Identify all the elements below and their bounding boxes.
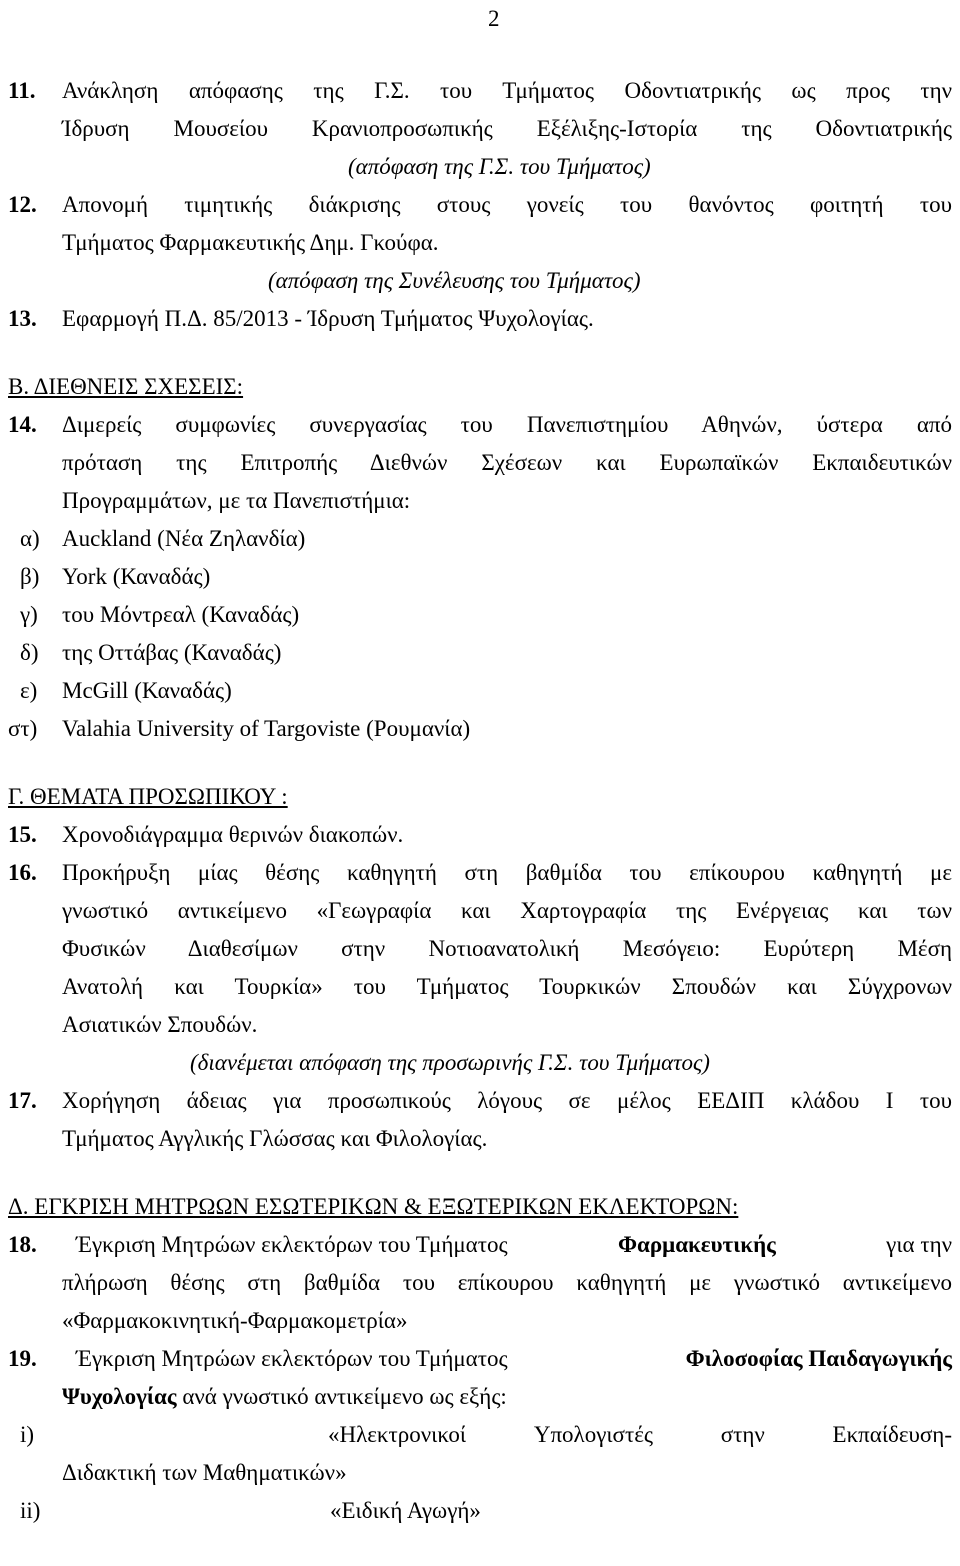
item-text: Εφαρμογή Π.Δ. 85/2013 - Ίδρυση Τμήματος Ψυχολογίας. <box>62 306 594 331</box>
item-14-line2 <box>0 444 960 482</box>
item-text-line <box>62 1378 952 1416</box>
list-label: δ) <box>20 640 39 665</box>
list-text: McGill (Καναδάς) <box>62 678 232 703</box>
item-13 <box>0 300 960 338</box>
item-12-line2 <box>0 224 960 262</box>
item-text: Ασιατικών Σπουδών. <box>62 1012 258 1037</box>
item-16-line2 <box>0 892 960 930</box>
item-text: Χρονοδιάγραμμα θερινών διακοπών. <box>62 822 404 847</box>
item-16-line4 <box>0 968 960 1006</box>
item-16-line3 <box>0 930 960 968</box>
list-label: γ) <box>20 602 38 627</box>
item-18-line2 <box>0 1264 960 1302</box>
item-14-line3 <box>0 482 960 520</box>
section-heading: Γ. ΘΕΜΑΤΑ ΠΡΟΣΩΠΙΚΟΥ : <box>8 784 288 809</box>
sub-item-word: Εκπαίδευση- <box>832 1422 952 1447</box>
item-11-note-row <box>0 148 960 186</box>
list-text: York (Καναδάς) <box>62 564 211 589</box>
agenda-document <box>0 72 960 1530</box>
item-text: πρόταση της Επιτροπής Διεθνών Σχέσεων και Ευρωπαϊκών Εκπαιδευτικών <box>62 450 952 475</box>
item-text: Ανατολή και Τουρκία» του Τμήματος Τουρκικών Σπουδών και Σύγχρονων <box>62 974 952 999</box>
item-18-line3 <box>0 1302 960 1340</box>
item-text: για την <box>886 1232 952 1257</box>
department-name: Φαρμακευτικής <box>617 1232 776 1257</box>
list-text: της Οττάβας (Καναδάς) <box>62 640 282 665</box>
item-number: 17. <box>8 1088 37 1113</box>
item-text: Τμήματος Αγγλικής Γλώσσας και Φιλολογίας. <box>62 1126 488 1151</box>
list-text: Auckland (Νέα Ζηλανδία) <box>62 526 306 551</box>
page-number: 2 <box>488 6 500 31</box>
item-text: Προγραμμάτων, με τα Πανεπιστήμια: <box>62 488 411 513</box>
sub-item-label: ii) <box>20 1498 41 1523</box>
sub-item <box>0 1416 960 1454</box>
item-11 <box>0 72 960 110</box>
item-text: ανά γνωστικό αντικείμενο ως εξής: <box>182 1384 507 1409</box>
item-14 <box>0 406 960 444</box>
sub-item-line2 <box>0 1454 960 1492</box>
item-text: «Φαρμακοκινητική-Φαρμακομετρία» <box>62 1308 408 1333</box>
item-16-note-row <box>0 1044 960 1082</box>
item-17-line2 <box>0 1120 960 1158</box>
item-18 <box>0 1226 960 1264</box>
list-item <box>0 672 960 710</box>
item-12-note-row <box>0 262 960 300</box>
list-item <box>0 710 960 748</box>
list-text: του Μόντρεαλ (Καναδάς) <box>62 602 300 627</box>
list-label: στ) <box>8 716 38 741</box>
sub-item-text <box>328 1416 952 1454</box>
item-text: Διμερείς συμφωνίες συνεργασίας του Πανεπιστημίου Αθηνών, ύστερα από <box>62 412 952 437</box>
list-label: β) <box>20 564 40 589</box>
spacer <box>0 748 960 778</box>
item-number: 19. <box>8 1346 37 1371</box>
list-item <box>0 558 960 596</box>
list-text: Valahia University of Targoviste (Ρουμανία) <box>62 716 471 741</box>
item-number: 12. <box>8 192 37 217</box>
item-text: Τμήματος Φαρμακευτικής Δημ. Γκούφα. <box>62 230 439 255</box>
spacer <box>0 1158 960 1188</box>
item-number: 13. <box>8 306 37 331</box>
sub-item <box>0 1492 960 1530</box>
item-16 <box>0 854 960 892</box>
item-text: Έγκριση Μητρώων εκλεκτόρων του Τμήματος <box>76 1346 508 1371</box>
item-19-line2 <box>0 1378 960 1416</box>
decision-note: (απόφαση της Συνέλευσης του Τμήματος) <box>268 268 641 293</box>
item-text-line <box>76 1340 952 1378</box>
item-text: γνωστικό αντικείμενο «Γεωγραφία και Χαρτογραφία της Ενέργειας και των <box>62 898 952 923</box>
sub-item-text: Διδακτική των Μαθηματικών» <box>62 1460 347 1485</box>
item-19 <box>0 1340 960 1378</box>
section-d-row <box>0 1188 960 1226</box>
item-text: πλήρωση θέσης στη βαθμίδα του επίκουρου καθηγητή με γνωστικό αντικείμενο <box>62 1270 952 1295</box>
item-text: Φυσικών Διαθεσίμων στην Νοτιοανατολική Μεσόγειο: Ευρύτερη Μέση <box>62 936 952 961</box>
item-text-line <box>76 1226 952 1264</box>
section-b-row <box>0 368 960 406</box>
section-g-row <box>0 778 960 816</box>
decision-note: (απόφαση της Γ.Σ. του Τμήματος) <box>348 154 651 179</box>
item-number: 15. <box>8 822 37 847</box>
item-number: 16. <box>8 860 37 885</box>
sub-item-word: «Ηλεκτρονικοί <box>328 1422 467 1447</box>
list-item <box>0 596 960 634</box>
sub-item-text: «Ειδική Αγωγή» <box>330 1498 481 1523</box>
sub-item-label: i) <box>20 1422 35 1447</box>
item-16-line5 <box>0 1006 960 1044</box>
item-17 <box>0 1082 960 1120</box>
item-text: Χορήγηση άδειας για προσωπικούς λόγους σε μέλος ΕΕΔΙΠ κλάδου Ι του <box>62 1088 952 1113</box>
item-15 <box>0 816 960 854</box>
item-12 <box>0 186 960 224</box>
item-number: 14. <box>8 412 37 437</box>
item-number: 18. <box>8 1232 37 1257</box>
section-heading: Β. ΔΙΕΘΝΕΙΣ ΣΧΕΣΕΙΣ: <box>8 374 244 399</box>
item-text: Έγκριση Μητρώων εκλεκτόρων του Τμήματος <box>76 1232 508 1257</box>
list-label: α) <box>20 526 40 551</box>
list-label: ε) <box>20 678 38 703</box>
list-item <box>0 634 960 672</box>
item-text: Ανάκληση απόφασης της Γ.Σ. του Τμήματος Οδοντιατρικής ως προς την <box>62 78 952 103</box>
spacer <box>0 338 960 368</box>
section-heading: Δ. ΕΓΚΡΙΣΗ ΜΗΤΡΩΩΝ ΕΣΩΤΕΡΙΚΩΝ & ΕΞΩΤΕΡΙΚΩΝ ΕΚΛΕΚΤΟΡΩΝ: <box>8 1194 739 1219</box>
department-name: Φιλοσοφίας Παιδαγωγικής <box>685 1346 952 1371</box>
item-text: Απονομή τιμητικής διάκρισης στους γονείς του θανόντος φοιτητή του <box>62 192 952 217</box>
sub-item-word: Υπολογιστές <box>533 1422 653 1447</box>
item-number: 11. <box>8 78 36 103</box>
item-11-line2 <box>0 110 960 148</box>
department-name: Ψυχολογίας <box>62 1384 177 1409</box>
list-item <box>0 520 960 558</box>
decision-note: (διανέμεται απόφαση της προσωρινής Γ.Σ. του Τμήματος) <box>190 1050 710 1075</box>
item-text: Προκήρυξη μίας θέσης καθηγητή στη βαθμίδα του επίκουρου καθηγητή με <box>62 860 952 885</box>
sub-item-word: στην <box>720 1422 765 1447</box>
item-text: Ίδρυση Μουσείου Κρανιοπροσωπικής Εξέλιξης-Ιστορία της Οδοντιατρικής <box>62 116 952 141</box>
